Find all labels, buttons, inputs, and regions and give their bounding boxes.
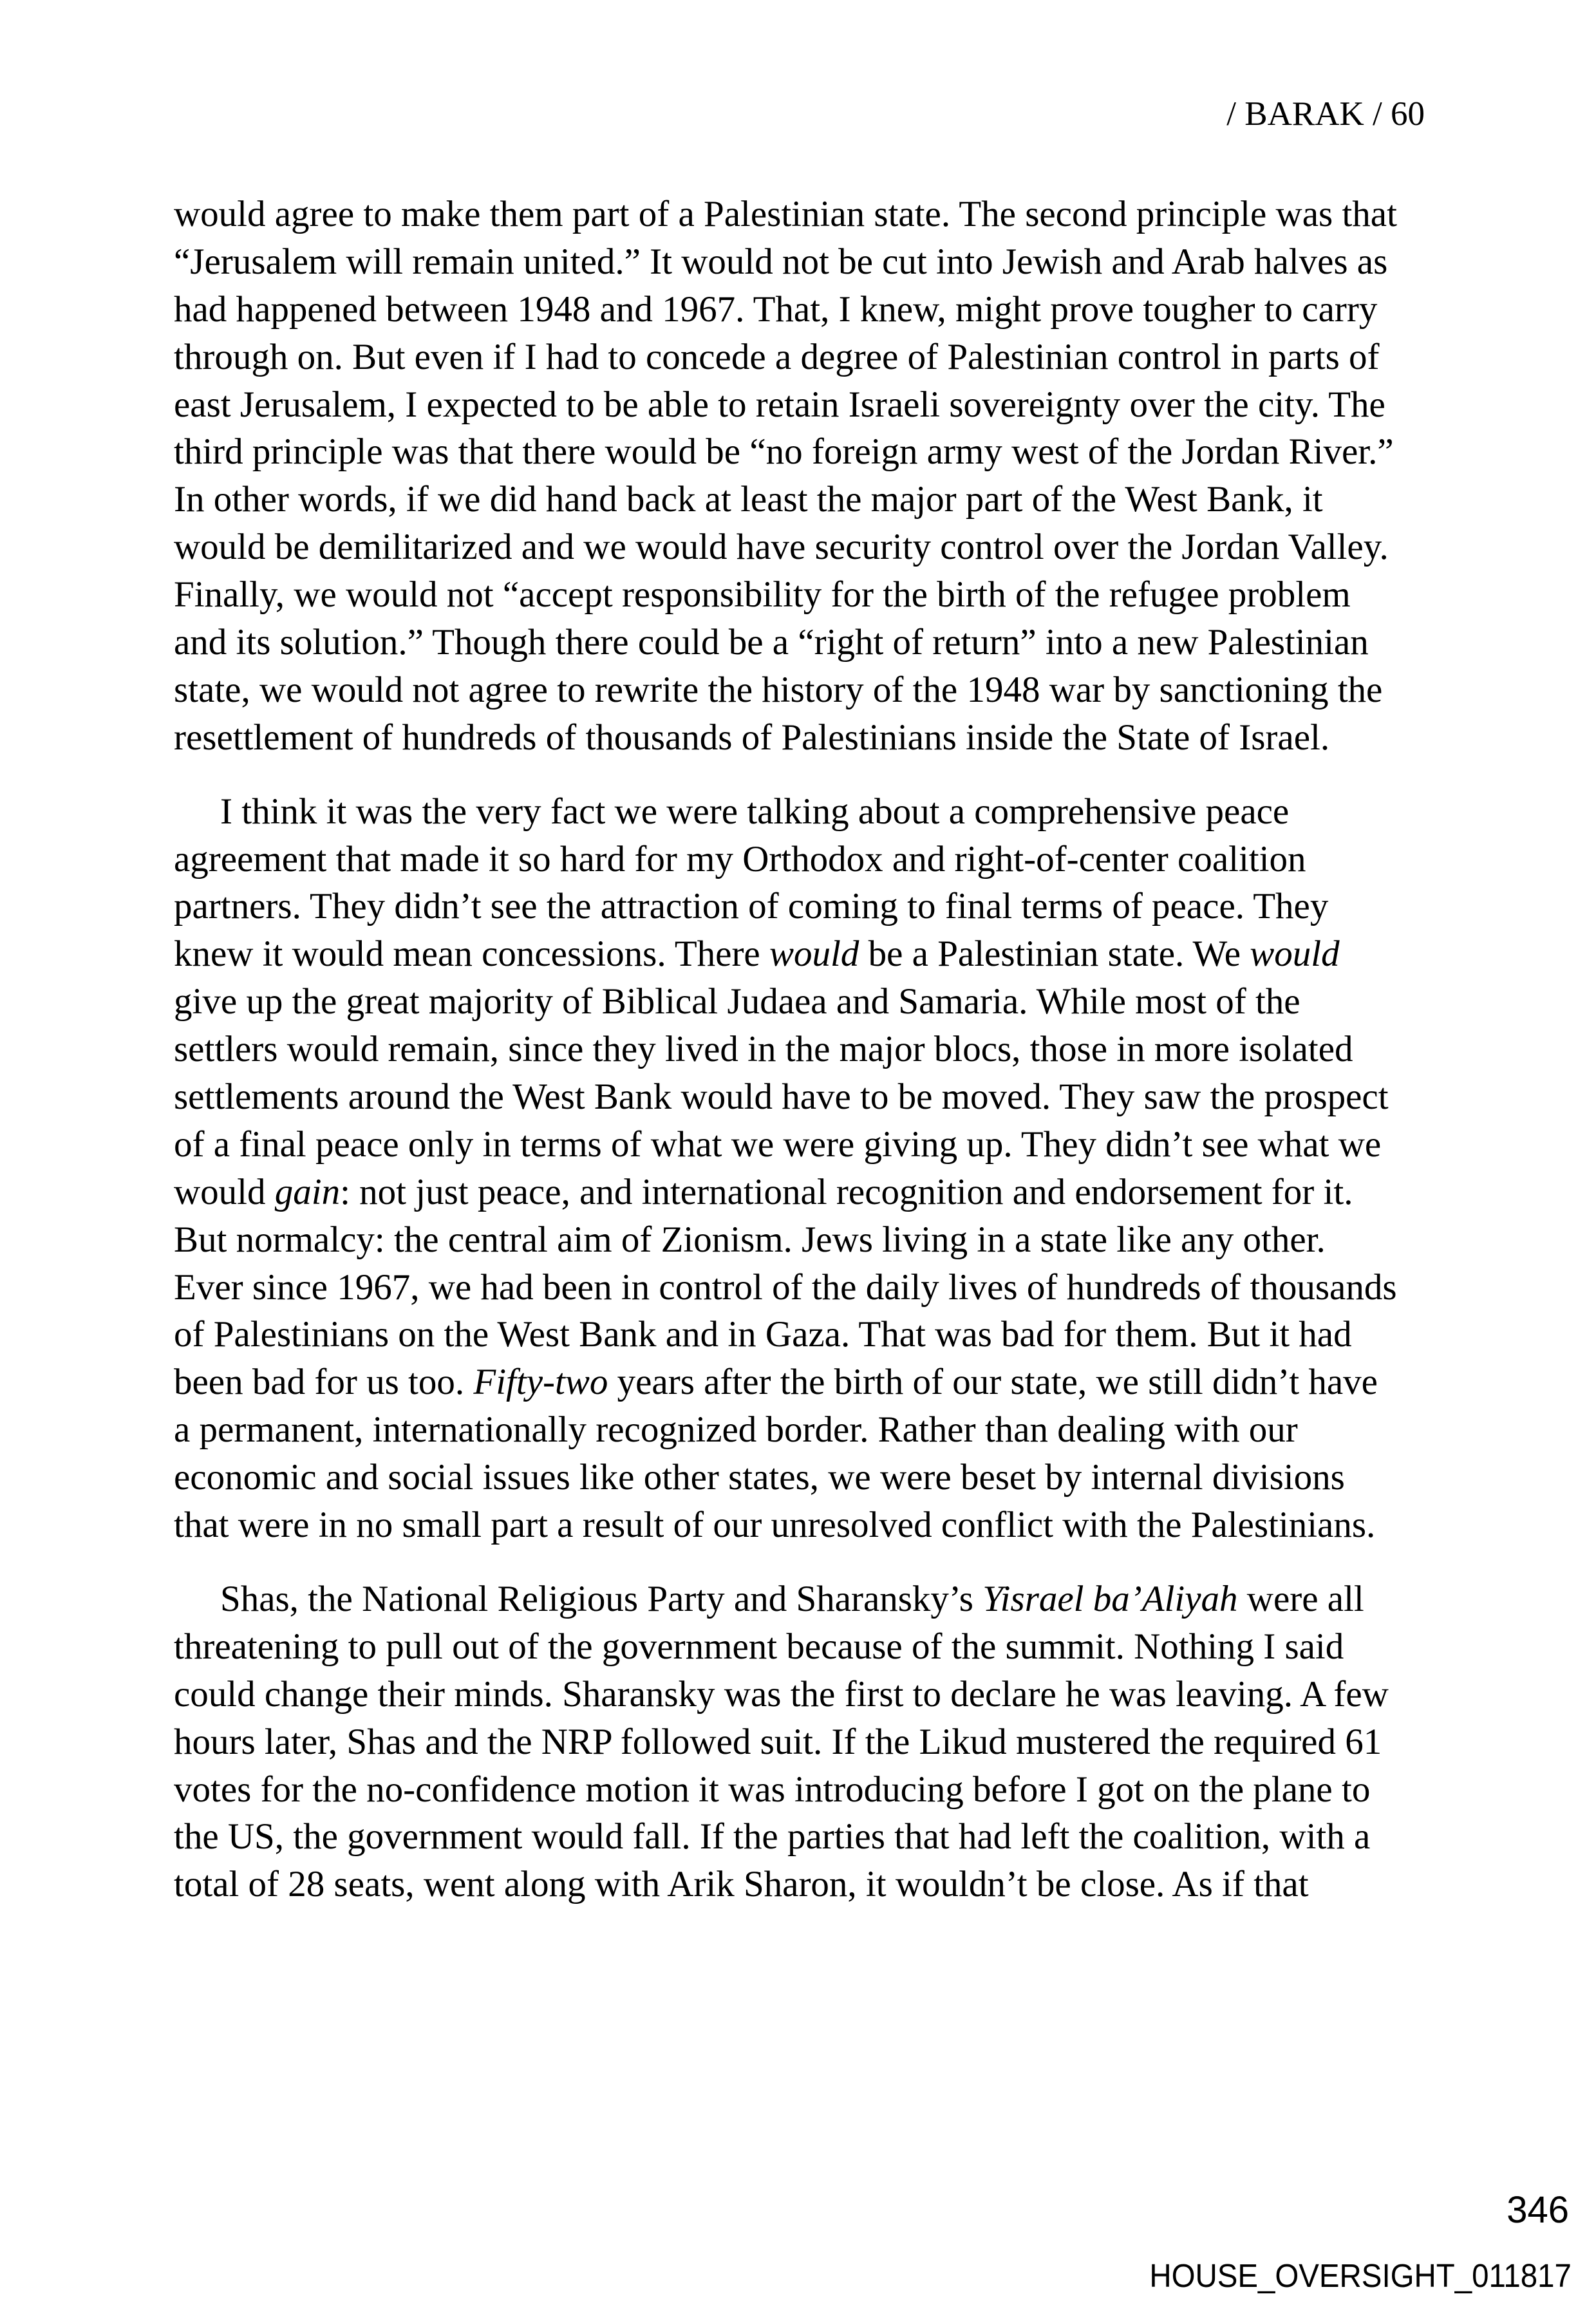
text-run: state, we would not agree to rewrite the history of the 1948 war by sanctioning the <box>174 669 1383 710</box>
text-run: Shas, the National Religious Party and Sharansky’s <box>220 1578 983 1619</box>
text-run: settlers would remain, since they lived in the major blocs, those in more isolated <box>174 1029 1353 1070</box>
text-line <box>174 714 1436 762</box>
text-run: a permanent, internationally recognized border. Rather than dealing with our <box>174 1409 1298 1451</box>
text-run: knew it would mean concessions. There <box>174 934 769 975</box>
text-run: Finally, we would not “accept responsibility for the birth of the refugee problem <box>174 574 1351 616</box>
text-line <box>174 1073 1436 1121</box>
text-run: : not just peace, and international recognition and endorsement for it. <box>340 1171 1353 1212</box>
text-run: In other words, if we did hand back at least the major part of the West Bank, it <box>174 479 1323 520</box>
text-line <box>174 1216 1436 1264</box>
text-line <box>174 571 1436 619</box>
text-run: years after the birth of our state, we still didn’t have <box>608 1362 1378 1403</box>
text-line <box>174 428 1436 476</box>
text-run: resettlement of hundreds of thousands of Palestinians inside the State of Israel. <box>174 717 1330 758</box>
text-line <box>174 883 1436 930</box>
italic-text: would <box>769 934 859 975</box>
text-line <box>174 334 1436 381</box>
text-run: would <box>174 1171 275 1212</box>
text-line <box>174 1121 1436 1169</box>
text-run: would be demilitarized and we would have security control over the Jordan Valley. <box>174 527 1389 568</box>
text-run: agreement that made it so hard for my Orthodox and right-of-center coalition <box>174 838 1306 879</box>
text-run: votes for the no-confidence motion it was introducing before I got on the plane to <box>174 1769 1371 1810</box>
text-line <box>174 930 1436 978</box>
text-line <box>174 381 1436 429</box>
text-line <box>174 1766 1436 1814</box>
italic-text: would <box>1250 934 1340 975</box>
text-run: were all <box>1237 1578 1364 1619</box>
text-line <box>174 1264 1436 1311</box>
text-run: through on. But even if I had to concede a degree of Palestinian control in parts of <box>174 336 1380 377</box>
text-line <box>174 1026 1436 1073</box>
text-line <box>174 286 1436 334</box>
text-run: I think it was the very fact we were talking about a comprehensive peace <box>220 791 1290 832</box>
text-run: that were in no small part a result of our unresolved conflict with the Palestinians. <box>174 1505 1376 1546</box>
text-run: had happened between 1948 and 1967. That, I knew, might prove tougher to carry <box>174 288 1378 330</box>
text-run: partners. They didn’t see the attraction of coming to final terms of peace. They <box>174 886 1329 927</box>
text-run: third principle was that there would be “no foreign army west of the Jordan River.” <box>174 431 1394 473</box>
text-line <box>174 1575 1436 1623</box>
paragraph <box>174 788 1436 1549</box>
italic-text: Yisrael ba’Aliyah <box>982 1578 1238 1619</box>
text-run: would agree to make them part of a Palestinian state. The second principle was that <box>174 194 1397 234</box>
text-run: been bad for us too. <box>174 1362 474 1403</box>
text-run: “Jerusalem will remain united.” It would not be cut into Jewish and Arab halves as <box>174 241 1388 282</box>
text-line <box>174 1671 1436 1718</box>
text-line <box>174 978 1436 1026</box>
text-run: settlements around the West Bank would have to be moved. They saw the prospect <box>174 1076 1389 1118</box>
italic-text: Fifty-two <box>473 1362 608 1403</box>
text-line <box>174 619 1436 666</box>
running-header: / BARAK / 60 <box>1226 95 1425 133</box>
text-run: be a Palestinian state. We <box>859 934 1250 975</box>
text-line <box>174 1861 1436 1908</box>
text-line <box>174 788 1436 836</box>
text-line <box>174 523 1436 571</box>
text-run: threatening to pull out of the government because of the summit. Nothing I said <box>174 1626 1344 1667</box>
text-line <box>174 1169 1436 1216</box>
text-line <box>174 238 1436 286</box>
text-line <box>174 1311 1436 1358</box>
text-run: the US, the government would fall. If the parties that had left the coalition, with a <box>174 1816 1371 1857</box>
text-line <box>174 476 1436 523</box>
paragraph <box>174 1575 1436 1908</box>
text-run: But normalcy: the central aim of Zionism. Jews living in a state like any other. <box>174 1219 1326 1260</box>
text-run: and its solution.” Though there could be a “right of return” into a new Palestinian <box>174 622 1369 663</box>
text-line <box>174 1813 1436 1861</box>
text-line <box>174 191 1436 238</box>
text-line <box>174 1623 1436 1671</box>
text-line <box>174 1501 1436 1549</box>
text-line <box>174 1406 1436 1454</box>
text-line <box>174 836 1436 883</box>
page-number: 346 <box>1507 2189 1569 2231</box>
text-line <box>174 666 1436 714</box>
text-run: total of 28 seats, went along with Arik Sharon, it wouldn’t be close. As if that <box>174 1864 1309 1905</box>
text-run: could change their minds. Sharansky was the first to declare he was leaving. A few <box>174 1673 1389 1715</box>
text-run: of a final peace only in terms of what we were giving up. They didn’t see what we <box>174 1123 1382 1165</box>
italic-text: gain <box>274 1171 341 1212</box>
text-run: Ever since 1967, we had been in control of the daily lives of hundreds of thousands <box>174 1266 1397 1308</box>
text-run: give up the great majority of Biblical Judaea and Samaria. While most of the <box>174 981 1300 1022</box>
body-text <box>174 191 1436 1908</box>
text-line <box>174 1718 1436 1766</box>
text-run: hours later, Shas and the NRP followed suit. If the Likud mustered the required 61 <box>174 1721 1382 1762</box>
bates-stamp: HOUSE_OVERSIGHT_011817 <box>1149 2257 1572 2294</box>
paragraph <box>174 191 1436 762</box>
text-run: economic and social issues like other states, we were beset by internal divisions <box>174 1457 1345 1498</box>
text-run: of Palestinians on the West Bank and in Gaza. That was bad for them. But it had <box>174 1314 1352 1355</box>
text-run: east Jerusalem, I expected to be able to retain Israeli sovereignty over the city. The <box>174 384 1385 425</box>
text-line <box>174 1358 1436 1406</box>
text-line <box>174 1454 1436 1501</box>
